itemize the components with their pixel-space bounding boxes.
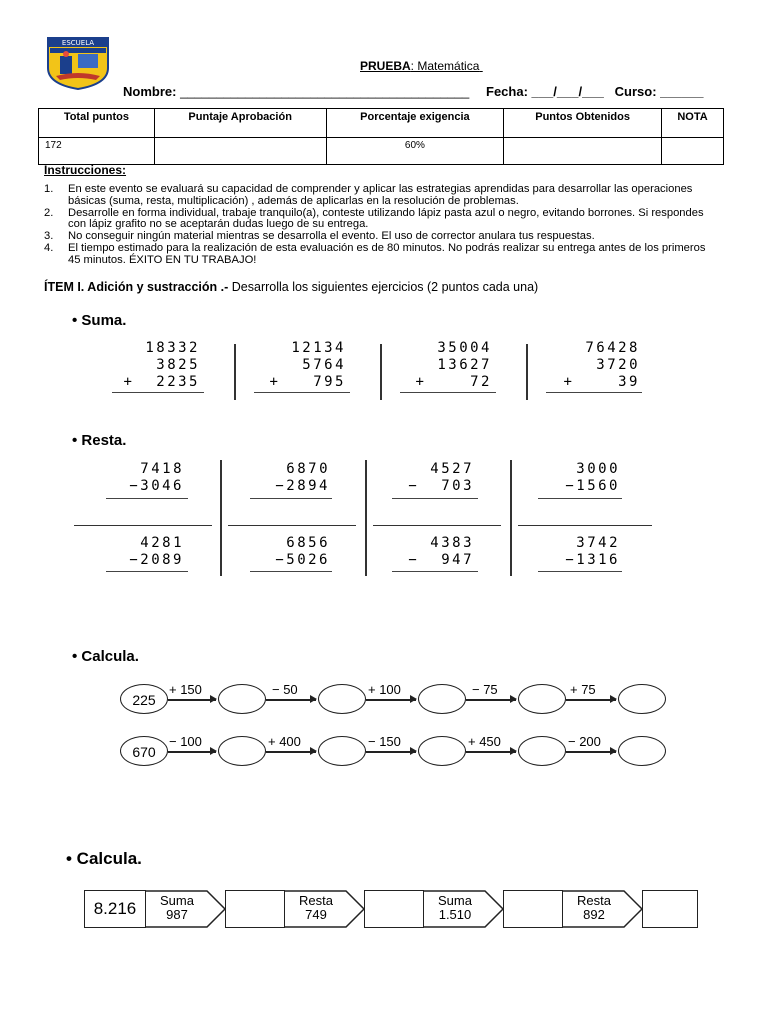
divider xyxy=(234,344,236,400)
operation-label: + 400 xyxy=(268,734,301,749)
score-table xyxy=(38,108,724,165)
calcula-heading-1: • Calcula. xyxy=(72,648,139,665)
answer-oval[interactable] xyxy=(218,684,266,714)
arrow-icon xyxy=(266,751,316,753)
operation-label: − 200 xyxy=(568,734,601,749)
arrow-icon xyxy=(168,699,216,701)
school-logo xyxy=(44,36,112,90)
divider xyxy=(228,525,356,526)
instruction-item: 2. Desarrolle en forma individual, trabaje tranquilo(a), conteste utilizando lápiz pasta azul o negro, evitando borrones. Si respondes con lápiz grafito no se aceptarán dudas luego de su entrega. xyxy=(44,206,704,231)
step-tag-1: Suma 987 xyxy=(160,893,194,922)
answer-box[interactable] xyxy=(642,890,698,928)
arrow-icon xyxy=(466,699,516,701)
course-label[interactable]: Curso: ______ xyxy=(614,84,704,99)
step-tag-3: Suma 1.510 xyxy=(438,893,472,922)
divider xyxy=(380,344,382,400)
answer-oval[interactable] xyxy=(318,736,366,766)
divider xyxy=(220,460,222,576)
arrow-icon xyxy=(366,751,416,753)
answer-line[interactable] xyxy=(250,571,332,572)
arrow-icon xyxy=(266,699,316,701)
subtraction-exercise-5: 4281 −2089 xyxy=(129,535,184,568)
answer-box[interactable] xyxy=(364,890,424,928)
subtraction-exercise-4: 3000 −1560 xyxy=(565,461,620,494)
sum-exercise-2: 12134 5764 + 795 xyxy=(269,340,346,390)
operation-label: − 150 xyxy=(368,734,401,749)
logo-text: ESCUELA xyxy=(61,39,95,47)
arrow-icon xyxy=(566,699,616,701)
subtraction-exercise-2: 6870 −2894 xyxy=(275,461,330,494)
answer-box[interactable] xyxy=(225,890,285,928)
date-label[interactable]: Fecha: ___/___/___ xyxy=(486,84,604,99)
answer-oval[interactable] xyxy=(518,684,566,714)
answer-line[interactable] xyxy=(106,571,188,572)
operation-label: + 150 xyxy=(169,682,202,697)
suma-heading: • Suma. xyxy=(72,312,127,329)
sum-exercise-4: 76428 3720 + 39 xyxy=(563,340,640,390)
divider xyxy=(373,525,501,526)
sum-exercise-1: 18332 3825 + 2235 xyxy=(123,340,200,390)
header-total-points: Total puntos xyxy=(39,109,155,138)
cell-passing-score[interactable] xyxy=(154,138,326,165)
step-tag-4: Resta 892 xyxy=(577,893,611,922)
operation-label: + 75 xyxy=(570,682,596,697)
divider xyxy=(74,525,212,526)
answer-line[interactable] xyxy=(400,392,496,393)
answer-oval[interactable] xyxy=(418,736,466,766)
cell-required-percentage: 60% xyxy=(326,138,504,165)
header-points-obtained: Puntos Obtenidos xyxy=(504,109,662,138)
answer-oval[interactable] xyxy=(218,736,266,766)
instructions-heading: Instrucciones: xyxy=(44,163,127,177)
answer-line[interactable] xyxy=(538,498,622,499)
answer-line[interactable] xyxy=(106,498,188,499)
operation-label: − 100 xyxy=(169,734,202,749)
cell-points-obtained[interactable] xyxy=(504,138,662,165)
resta-heading: • Resta. xyxy=(72,432,127,449)
answer-line[interactable] xyxy=(538,571,622,572)
divider xyxy=(365,460,367,576)
header-passing-score: Puntaje Aprobación xyxy=(154,109,326,138)
answer-oval[interactable] xyxy=(518,736,566,766)
subtraction-exercise-6: 6856 −5026 xyxy=(275,535,330,568)
date-course-field[interactable] xyxy=(486,84,704,99)
answer-line[interactable] xyxy=(254,392,350,393)
answer-line[interactable] xyxy=(392,498,478,499)
answer-oval[interactable] xyxy=(418,684,466,714)
divider xyxy=(518,525,652,526)
answer-box[interactable] xyxy=(503,890,563,928)
calcula-heading-2: • Calcula. xyxy=(66,849,142,868)
name-field[interactable] xyxy=(123,84,469,99)
operation-label: − 75 xyxy=(472,682,498,697)
item-1-heading: ÍTEM I. Adición y sustracción .- Desarrolla los siguientes ejercicios (2 puntos cada una) xyxy=(44,280,539,294)
divider xyxy=(526,344,528,400)
sum-exercise-3: 35004 13627 + 72 xyxy=(415,340,492,390)
arrow-icon xyxy=(168,751,216,753)
header-required-percentage: Porcentaje exigencia xyxy=(326,109,504,138)
arrow-icon xyxy=(466,751,516,753)
answer-oval[interactable] xyxy=(618,684,666,714)
start-value-box: 8.216 xyxy=(84,890,146,928)
arrow-icon xyxy=(566,751,616,753)
answer-line[interactable] xyxy=(112,392,204,393)
answer-line[interactable] xyxy=(392,571,478,572)
instructions-list xyxy=(44,184,716,267)
cell-total-points: 172 xyxy=(39,138,155,165)
subtraction-exercise-1: 7418 −3046 xyxy=(129,461,184,494)
subtraction-exercise-3: 4527 − 703 xyxy=(408,461,474,494)
header-grade: NOTA xyxy=(662,109,724,138)
instruction-item: 1. En este evento se evaluará su capacidad de comprender y aplicar las estrategias aprendidas para desarrollar las operaciones básicas (suma, resta, multiplicación) , además de aplicarlas en la resolución de problemas. xyxy=(44,183,693,207)
name-label: Nombre: xyxy=(123,84,177,99)
subtraction-exercise-8: 3742 −1316 xyxy=(565,535,620,568)
step-tag-2: Resta 749 xyxy=(299,893,333,922)
box-chain xyxy=(84,890,698,930)
name-line[interactable]: ________________________________________ xyxy=(180,84,470,99)
divider xyxy=(510,460,512,576)
instruction-item: 3. No conseguir ningún material mientras se desarrolla el evento. El uso de corrector anulara tus respuestas. xyxy=(44,230,595,243)
operation-label: − 50 xyxy=(272,682,298,697)
arrow-icon xyxy=(366,699,416,701)
cell-grade[interactable] xyxy=(662,138,724,165)
operation-label: + 450 xyxy=(468,734,501,749)
start-value-oval: 225 xyxy=(120,684,168,714)
answer-line[interactable] xyxy=(546,392,642,393)
operation-label: + 100 xyxy=(368,682,401,697)
subtraction-exercise-7: 4383 − 947 xyxy=(408,535,474,568)
answer-line[interactable] xyxy=(250,498,332,499)
instruction-item: 4. El tiempo estimado para la realización de esta evaluación es de 80 minutos. No podrás realizar su entrega antes de los primeros 45 minutos. ÉXITO EN TU TRABAJO! xyxy=(44,241,706,266)
start-value-oval: 670 xyxy=(120,736,168,766)
answer-oval[interactable] xyxy=(618,736,666,766)
answer-oval[interactable] xyxy=(318,684,366,714)
page-title: PRUEBA: Matemática xyxy=(360,59,480,73)
